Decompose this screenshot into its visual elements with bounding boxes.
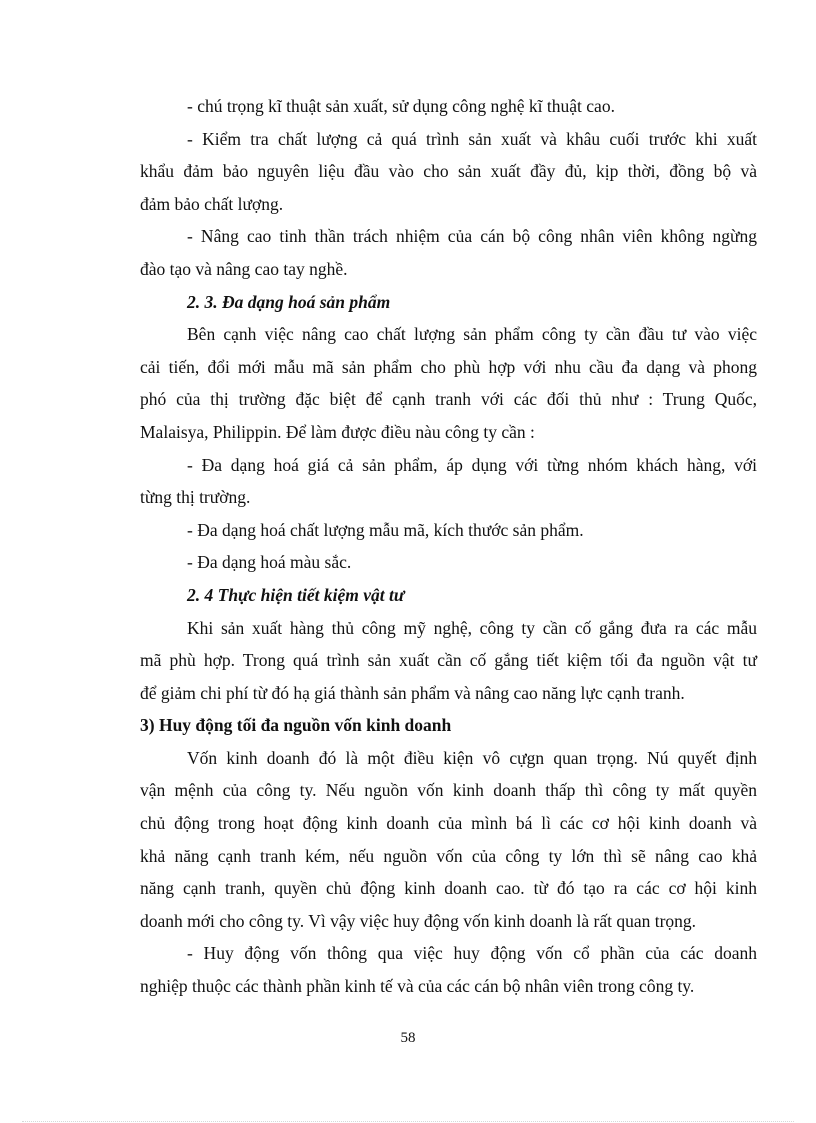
- section-heading: 3) Huy động tối đa nguồn vốn kinh doanh: [140, 715, 452, 736]
- bullet-line: - Đa dạng hoá giá cả sản phẩm, áp dụng với từng nhóm khách hàng, với: [187, 454, 757, 475]
- text-line: từng thị trường.: [140, 487, 251, 508]
- text-line: vận mệnh của công ty. Nếu nguồn vốn kinh doanh thấp thì công ty mất quyền: [140, 780, 757, 801]
- bullet-line: - Huy động vốn thông qua việc huy động vốn cổ phần của các doanh: [187, 943, 757, 964]
- page-body: [140, 90, 757, 1003]
- footer-divider: [22, 1121, 794, 1122]
- bullet-line: - Đa dạng hoá màu sắc.: [187, 552, 352, 573]
- text-line: Malaisya, Philippin. Để làm được điều nàu công ty cần :: [140, 421, 535, 442]
- text-line: đào tạo và nâng cao tay nghề.: [140, 258, 348, 279]
- bullet-line: - Nâng cao tinh thần trách nhiệm của cán bộ công nhân viên không ngừng: [187, 226, 757, 247]
- text-line: năng cạnh tranh, quyền chủ động kinh doanh cao. từ đó tạo ra các cơ hội kinh: [140, 878, 757, 899]
- text-line: mã phù hợp. Trong quá trình sản xuất cần cố gắng tiết kiệm tối đa nguồn vật tư: [140, 650, 757, 671]
- paragraph-line: Bên cạnh việc nâng cao chất lượng sản phẩm công ty cần đầu tư vào việc: [187, 324, 757, 345]
- text-line: khả năng cạnh tranh kém, nếu nguồn vốn của công ty lớn thì sẽ nâng cao khả: [140, 845, 757, 866]
- paragraph-line: Khi sản xuất hàng thủ công mỹ nghệ, công ty cần cố gắng đưa ra các mẫu: [187, 617, 757, 638]
- section-heading: 2. 4 Thực hiện tiết kiệm vật tư: [187, 584, 405, 605]
- text-line: để giảm chi phí từ đó hạ giá thành sản phẩm và nâng cao năng lực cạnh tranh.: [140, 682, 685, 703]
- text-line: chủ động trong hoạt động kinh doanh của mình bá lì các cơ hội kinh doanh và: [140, 813, 757, 834]
- text-line: phó của thị trường đặc biệt để cạnh tranh với các đối thủ như : Trung Quốc,: [140, 389, 757, 410]
- text-line: đảm bảo chất lượng.: [140, 193, 284, 214]
- page-number: 58: [400, 1030, 416, 1046]
- section-heading: 2. 3. Đa dạng hoá sản phẩm: [187, 291, 391, 312]
- paragraph-line: Vốn kinh doanh đó là một điều kiện vô cựgn quan trọng. Nú quyết định: [187, 747, 757, 768]
- text-line: doanh mới cho công ty. Vì vậy việc huy động vốn kinh doanh là rất quan trọng.: [140, 910, 697, 931]
- text-line: khẩu đảm bảo nguyên liệu đầu vào cho sản xuất đầy đủ, kịp thời, đồng bộ và: [140, 161, 757, 182]
- bullet-line: - chú trọng kĩ thuật sản xuất, sử dụng công nghệ kĩ thuật cao.: [187, 96, 615, 116]
- text-line: nghiệp thuộc các thành phần kinh tế và của các cán bộ nhân viên trong công ty.: [140, 976, 695, 997]
- text-line: cải tiến, đổi mới mẫu mã sản phẩm cho phù hợp với nhu cầu đa dạng và phong: [140, 356, 757, 377]
- bullet-line: - Đa dạng hoá chất lượng mẫu mã, kích thước sản phẩm.: [187, 519, 584, 540]
- bullet-line: - Kiểm tra chất lượng cả quá trình sản xuất và khâu cuối trước khi xuất: [187, 128, 757, 149]
